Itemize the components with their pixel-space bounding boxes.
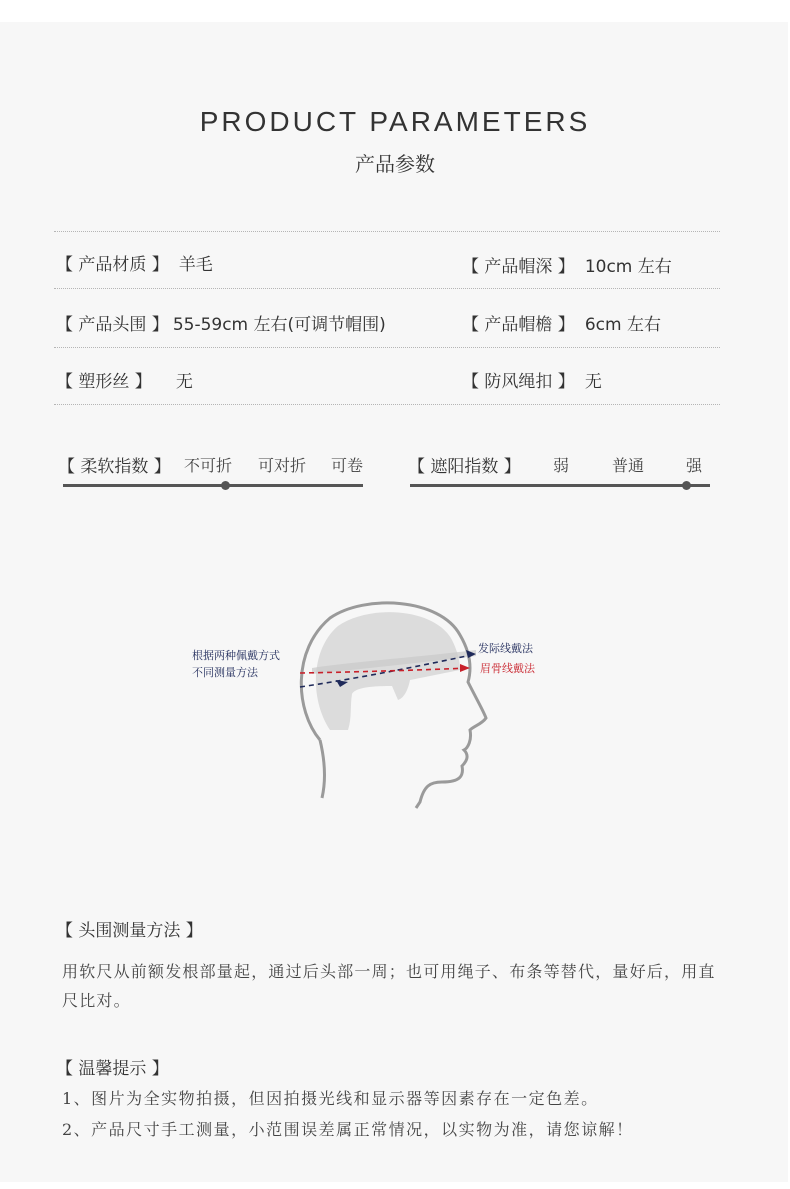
hairline-label: 发际线戴法: [478, 642, 533, 655]
param-value: 10cm 左右: [584, 257, 672, 277]
param-value: 55-59cm 左右(可调节帽围): [172, 315, 386, 335]
param-label: 【 产品头围 】: [56, 315, 169, 335]
param-circumference: [56, 310, 386, 335]
softness-option: 可对折: [258, 456, 307, 475]
softness-track: [63, 484, 363, 487]
sunshade-label: 【 遮阳指数 】: [408, 457, 521, 477]
tips-heading: 【 温馨提示 】: [56, 1059, 169, 1079]
title-english: PRODUCT PARAMETERS: [199, 106, 591, 137]
tip-item: 1、图片为全实物拍摄，但因拍摄光线和显示器等因素存在一定色差。: [62, 1089, 599, 1108]
measure-text: 用软尺从前额发根部量起，通过后头部一周；也可用绳子、布条等替代，量好后，用直尺比对。: [62, 962, 716, 1010]
sunshade-option: 普通: [612, 456, 645, 475]
param-windproof-cord: [462, 367, 602, 392]
softness-label: 【 柔软指数 】: [58, 457, 171, 477]
title-chinese: 产品参数: [355, 152, 435, 176]
table-divider: [54, 288, 720, 289]
table-divider: [54, 347, 720, 348]
softness-option: 可卷: [331, 456, 364, 475]
param-label: 【 产品帽深 】: [462, 257, 575, 277]
param-value: 羊毛: [178, 255, 213, 275]
param-shaping-wire: [56, 367, 193, 392]
param-depth: [462, 252, 672, 277]
left-note-line1: 根据两种佩戴方式: [192, 649, 280, 662]
left-note-line2: 不同测量方法: [192, 666, 258, 679]
sunshade-option: 弱: [553, 456, 570, 475]
param-value: 无: [584, 372, 602, 392]
softness-option: 不可折: [184, 456, 233, 475]
param-value: 6cm 左右: [584, 315, 661, 335]
measure-heading: 【 头围测量方法 】: [56, 921, 203, 941]
sunshade-indicator: [682, 481, 691, 490]
sunshade-track: [410, 484, 710, 487]
param-value: 无: [175, 372, 193, 392]
param-label: 【 防风绳扣 】: [462, 372, 575, 392]
tip-item: 2、产品尺寸手工测量，小范围误差属正常情况，以实物为准，请您谅解！: [62, 1120, 634, 1139]
param-label: 【 产品材质 】: [56, 255, 169, 275]
param-label: 【 塑形丝 】: [56, 372, 152, 392]
table-divider: [54, 404, 720, 405]
param-label: 【 产品帽檐 】: [462, 315, 575, 335]
table-divider: [54, 231, 720, 232]
sunshade-option: 强: [686, 456, 703, 475]
param-material: [56, 250, 213, 275]
softness-indicator: [221, 481, 230, 490]
browbone-label: 眉骨线戴法: [480, 662, 535, 675]
param-brim: [462, 310, 661, 335]
head-measure-diagram: [180, 590, 560, 815]
